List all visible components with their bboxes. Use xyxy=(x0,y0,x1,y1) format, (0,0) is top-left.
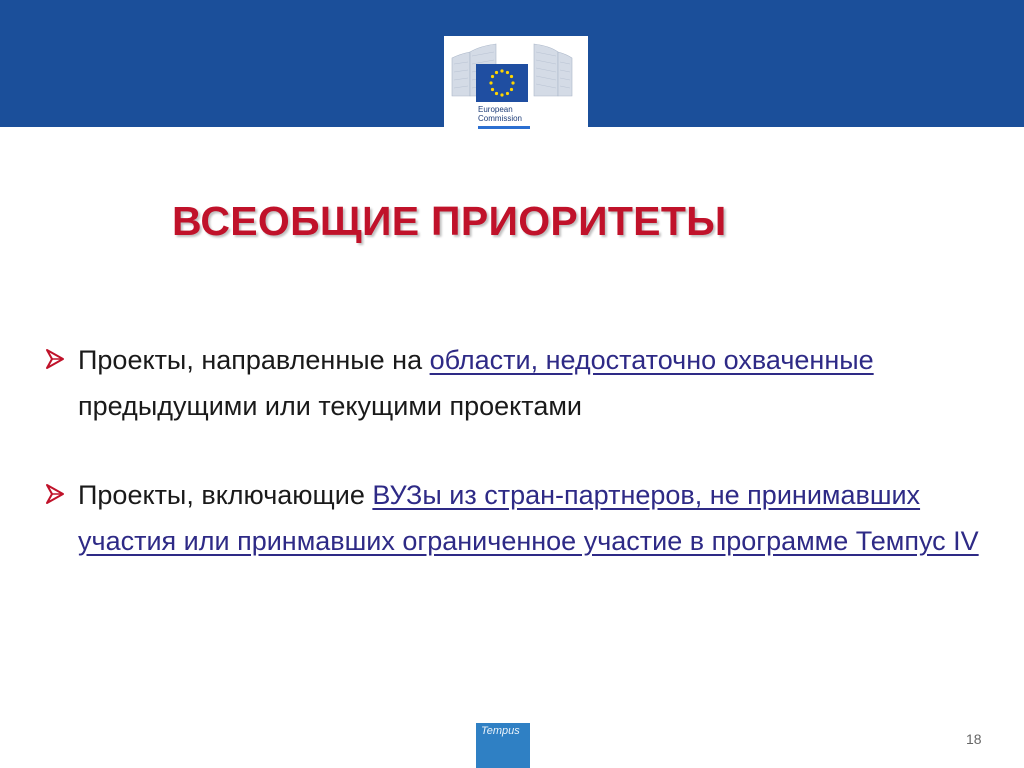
page-number: 18 xyxy=(966,731,982,747)
bullet-list xyxy=(44,337,984,564)
eu-flag-icon xyxy=(476,64,528,102)
logo-underline xyxy=(478,126,530,129)
bullet-item-2 xyxy=(44,472,984,564)
arrow-bullet-icon xyxy=(44,483,66,505)
bullet-2-text-before: Проекты, включающие xyxy=(78,480,373,510)
tempus-logo xyxy=(476,723,530,768)
tempus-logo-text: Tempus xyxy=(481,725,520,737)
logo-text xyxy=(478,105,522,123)
bullet-1-text-before: Проекты, направленные на xyxy=(78,345,430,375)
bullet-1-text-after: предыдущими или текущими проектами xyxy=(78,391,582,421)
bullet-2-link[interactable]: ВУЗы из стран-партнеров, не принимавших участия или принмавших ограниченное участие в программе Темпус IV xyxy=(78,480,979,556)
bullet-item-1 xyxy=(44,337,984,429)
slide-title: ВСЕОБЩИЕ ПРИОРИТЕТЫ xyxy=(172,198,727,244)
logo-text-line-1: European xyxy=(478,105,513,114)
bullet-1-link[interactable]: области, недостаточно охваченные xyxy=(429,345,874,375)
arrow-bullet-icon xyxy=(44,348,66,370)
logo-text-line-2: Commission xyxy=(478,114,523,123)
european-commission-logo xyxy=(444,36,588,132)
